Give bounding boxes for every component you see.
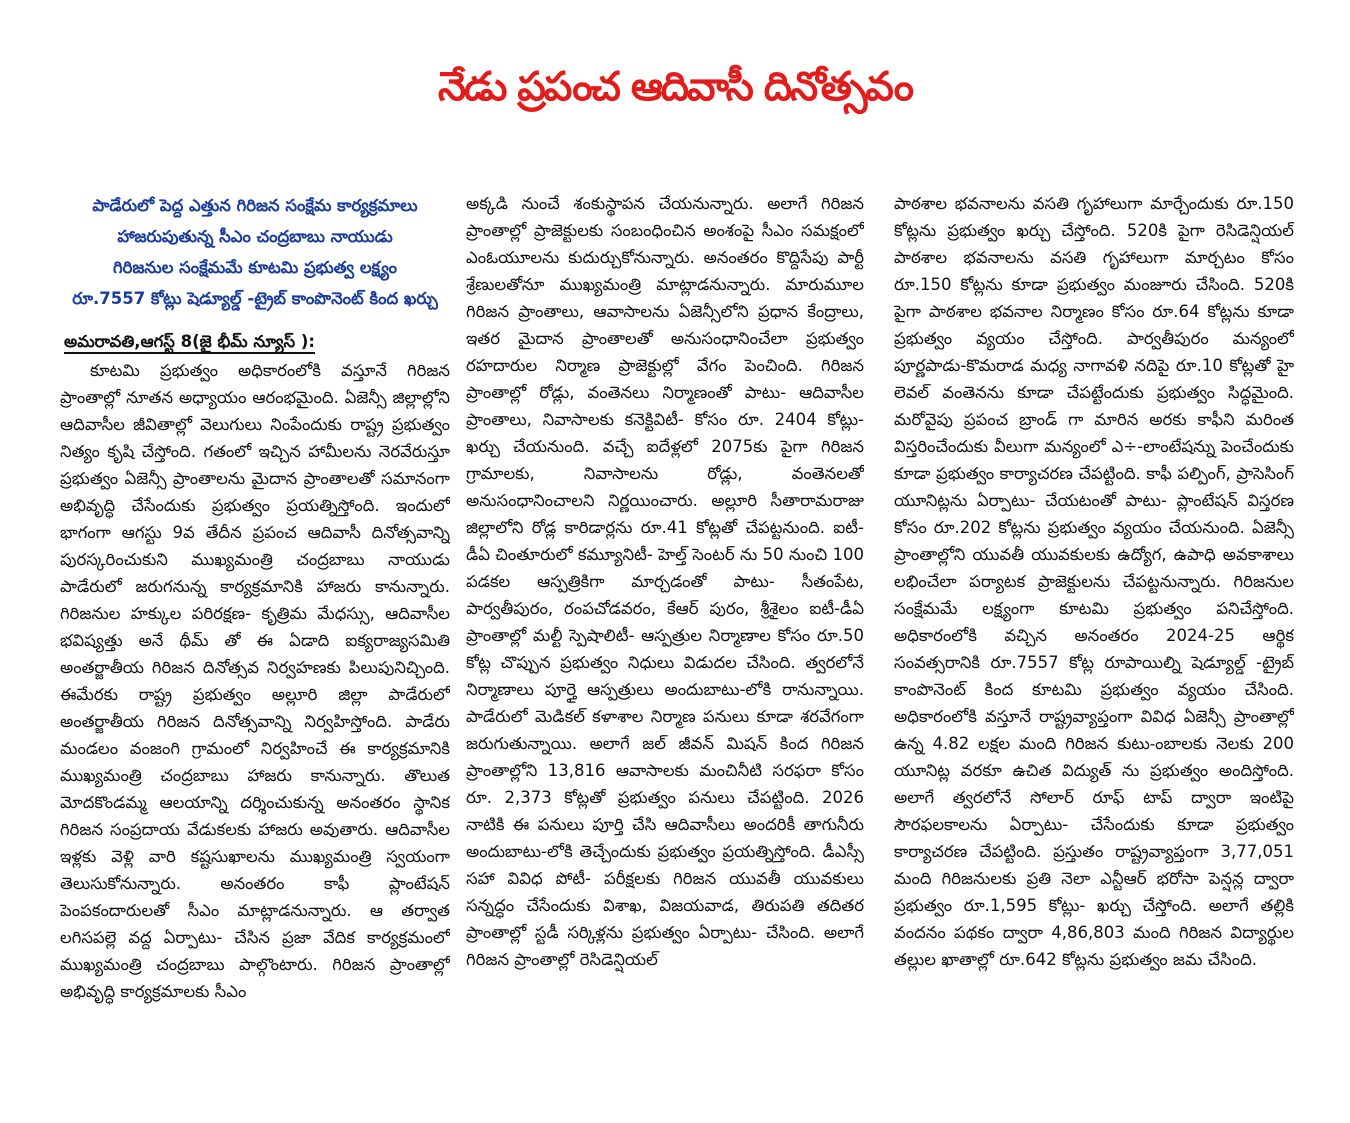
article-text-column-2: అక్కడి నుంచే శంకుస్థాపన చేయనున్నారు. అలాగే గిరిజన ప్రాంతాల్లో ప్రాజెక్టులకు సంబంధించిన అంశంపై సీఎం సమక్షంలో ఎంఓయూలను కుదుర్చుకోనున్నారు. అనంతరం కొద్దిసేపు పార్టీ శ్రేణులతోనూ ముఖ్యమంత్రి మాట్లాడనున్నారు. మారుమూల గిరిజన ప్రాంతాలు, ఆవాసాలను ఏజెన్సీలోని ప్రధాన కేంద్రాలు, ఇతర మైదాన ప్రాంతాలతో అనుసంధానించేలా ప్రభుత్వం రహదారుల నిర్మాణ ప్రాజెక్టుల్లో వేగం పెంచింది. గిరిజన ప్రాంతాల్లో రోడ్లు, వంతెనలు నిర్మాణంతో పాటు- ఆదివాసీల ప్రాంతాలు, నివాసాలకు కనెక్టివిటీ- కోసం రూ. 2404 కోట్లు- ఖర్చు చేయనుంది. వచ్చే ఐదేళ్లలో 2075కు పైగా గిరిజన గ్రామాలకు, నివాసాలను రోడ్లు, వంతెనలతో అనుసంధానించాలని నిర్ణయించారు. అల్లూరి సీతారామరాజు జిల్లాలోని రోడ్ల కారిడార్లను రూ.41 కోట్లతో చేపట్టనుంది. ఐటీ-డీఏ చింతూరులో కమ్యూనిటీ- హెల్త్ సెంటర్ ను 50 నుంచి 100 పడకల ఆస్పత్రికిగా మార్చడంతో పాటు- సీతంపేట, పార్వతీపురం, రంపచోడవరం, కేఆర్ పురం, శ్రీశైలం ఐటీ-డీఏ ప్రాంతాల్లో మల్టీ స్పెషాలిటీ- ఆస్పత్రుల నిర్మాణాల కోసం రూ.50 కోట్ల చొప్పున ప్రభుత్వం నిధులు విడుదల చేసింది. త్వరలోనే నిర్మాణాలు పూర్తై ఆస్పత్రులు అందుబాటు-లోకి రానున్నాయి. పాడేరులో మెడికల్ కళాశాల నిర్మాణ పనులు కూడా శరవేగంగా జరుగుతున్నాయి. అలాగే జల్ జీవన్ మిషన్ కింద గిరిజన ప్రాంతాల్లోని 13,816 ఆవాసాలకు మంచినీటి సరఫరా కోసం రూ. 2,373 కోట్లతో ప్రభుత్వం పనులు చేపట్టింది. 2026 నాటికి ఈ పనులు పూర్తి చేసి ఆదివాసీలు అందరికీ తాగునీరు అందుబాటు-లోకి తెచ్చేందుకు ప్రభుత్వం ప్రయత్నిస్తోంది. డీఎస్సీ సహా వివిధ పోటీ- పరీక్షలకు గిరిజన యువతీ యువకులు సన్నద్ధం చేసేందుకు విశాఖ, విజయవాడ, తిరుపతి తదితర ప్రాంతాల్లో స్టడీ సర్కిళ్లను ప్రభుత్వం ఏర్పాటు- చేసింది. అలాగే గిరిజన ప్రాంతాల్లో రెసిడెన్షియల్ bbox=[466, 194, 864, 969]
dateline-text: అమరావతి,ఆగస్ట్ 8(జై భీమ్ న్యూస్ ): bbox=[64, 332, 315, 354]
dateline bbox=[64, 328, 450, 355]
column-3 bbox=[894, 190, 1294, 1115]
deck bbox=[60, 190, 450, 314]
article-text-column-3: పాఠశాల భవనాలను వసతి గృహాలుగా మార్చేందుకు రూ.150 కోట్లను ప్రభుత్వం ఖర్చు చేస్తోంది. 520కి పైగా రెసిడెన్షియల్ పాఠశాల భవనాలను వసతి గృహాలుగా మార్చటం కోసం రూ.150 కోట్లను కూడా ప్రభుత్వం మంజూరు చేసింది. 520కి పైగా పాఠశాల భవనాల నిర్మాణం కోసం రూ.64 కోట్లను కూడా ప్రభుత్వం వ్యయం చేస్తోంది. పార్వతీపురం మన్యంలో పూర్ణపాడు-కొమరాడ మధ్య నాగావళి నదిపై రూ.10 కోట్లతో హై లెవల్ వంతెనను కూడా చేపట్టేందుకు ప్రభుత్వం సిద్ధమైంది. మరోవైపు ప్రపంచ బ్రాండ్ గా మారిన అరకు కాఫీని మరింత విస్తరించేందుకు వీలుగా మన్యంలో ఎ÷-లాంటేషన్ను పెంచేందుకు కూడా ప్రభుత్వం కార్యాచరణ చేపట్టింది. కాఫీ పల్పింగ్, ప్రాసెసింగ్ యూనిట్లను ఏర్పాటు- చేయటంతో పాటు- ప్లాంటేషన్ విస్తరణ కోసం రూ.202 కోట్లను ప్రభుత్వం వ్యయం చేయనుంది. ఏజెన్సీ ప్రాంతాల్లోని యువతీ యువకులకు ఉద్యోగ, ఉపాధి అవకాశాలు లభించేలా పర్యాటక ప్రాజెక్టులను చేపట్టనున్నారు. గిరిజనుల సంక్షేమమే లక్ష్యంగా కూటమి ప్రభుత్వం పనిచేస్తోంది. అధికారంలోకి వచ్చిన అనంతరం 2024-25 ఆర్థిక సంవత్సరానికి రూ.7557 కోట్ల రూపాయిల్ని షెడ్యూల్డ్ -ట్రైబ్ కాంపొనెంట్ కింద కూటమి ప్రభుత్వం వ్యయం చేసింది. అధికారంలోకి వస్తూనే రాష్ట్రవ్యాప్తంగా వివిధ ఏజెన్సీ ప్రాంతాల్లో ఉన్న 4.82 లక్షల మంది గిరిజన కుటు-ంబాలకు నెలకు 200 యూనిట్ల వరకూ ఉచిత విద్యుత్ ను ప్రభుత్వం అందిస్తోంది. అలాగే త్వరలోనే సోలార్ రూఫ్ టాప్ ద్వారా ఇంటిపై సౌరఫలకాలను ఏర్పాటు- చేసేందుకు కూడా ప్రభుత్వం కార్యాచరణ చేపట్టింది. ప్రస్తుతం రాష్ట్రవ్యాప్తంగా 3,77,051 మంది గిరిజనులకు ప్రతి నెలా ఎన్టీఆర్ భరోసా పెన్షన్ల ద్వారా ప్రభుత్వం రూ.1,595 కోట్లు- ఖర్చు చేస్తోంది. అలాగే తల్లికి వందనం పథకం ద్వారా 4,86,803 మంది గిరిజన విద్యార్థుల తల్లుల ఖాతాల్లో రూ.642 కోట్లను ప్రభుత్వం జమ చేసింది. bbox=[894, 194, 1294, 969]
headline: నేడు ప్రపంచ ఆదివాసీ దినోత్సవం bbox=[437, 64, 913, 110]
article-text-column-1: కూటమి ప్రభుత్వం అధికారంలోకి వస్తూనే గిరిజన ప్రాంతాల్లో నూతన అధ్యాయం ఆరంభమైంది. ఏజెన్సీ జిల్లాల్లోని ఆదివాసీల జీవితాల్లో వెలుగులు నింపేందుకు రాష్ట్ర ప్రభుత్వం నిత్యం కృషి చేస్తోంది. గతంలో ఇచ్చిన హామీలను నెరవేరుస్తూ ప్రభుత్వం ఏజెన్సీ ప్రాంతాలను మైదాన ప్రాంతాలతో సమానంగా అభివృద్ధి చేసేందుకు ప్రభుత్వం ప్రయత్నిస్తోంది. ఇందులో భాగంగా ఆగస్టు 9వ తేదీన ప్రపంచ ఆదివాసీ దినోత్సవాన్ని పురస్కరించుకుని ముఖ్యమంత్రి చంద్రబాబు నాయుడు పాడేరులో జరుగనున్న కార్యక్రమానికి హాజరు కానున్నారు. గిరిజనుల హక్కుల పరిరక్షణ- కృత్రిమ మేధస్సు, ఆదివాసీల భవిష్యత్తు అనే థీమ్ తో ఈ ఏడాది ఐక్యరాజ్యసమితి అంతర్జాతీయ గిరిజన దినోత్సవ నిర్వహణకు పిలుపునిచ్చింది. ఈమేరకు రాష్ట్ర ప్రభుత్వం అల్లూరి జిల్లా పాడేరులో అంతర్జాతీయ గిరిజన దినోత్సవాన్ని నిర్వహిస్తోంది. పాడేరు మండలం వంజంగి గ్రామంలో నిర్వహించే ఈ కార్యక్రమానికి ముఖ్యమంత్రి చంద్రబాబు హాజరు కానున్నారు. తొలుత మోదకొండమ్మ ఆలయాన్ని దర్శించుకున్న అనంతరం స్థానిక గిరిజన సంప్రదాయ వేడుకలకు హాజరు అవుతారు. ఆదివాసీల ఇళ్లకు వెళ్లి వారి కష్టసుఖాలను ముఖ్యమంత్రి స్వయంగా తెలుసుకోనున్నారు. అనంతరం కాఫీ ప్లాంటేషన్ పెంపకందారులతో సీఎం మాట్లాడనున్నారు. ఆ తర్వాత లగిసపల్లె వద్ద ఏర్పాటు- చేసిన ప్రజా వేదిక కార్యక్రమంలో ముఖ్యమంత్రి చంద్రబాబు పాల్గొంటారు. గిరిజన ప్రాంతాల్లో అభివృద్ధి కార్యక్రమాలకు సీఎం bbox=[60, 361, 450, 1001]
deck-line: రూ.7557 కోట్లు షెడ్యూల్డ్ -ట్రైబ్ కాంపొనెంట్ కింద ఖర్చు bbox=[72, 289, 438, 308]
deck-line: పాడేరులో పెద్ద ఎత్తున గిరిజన సంక్షేమ కార్యక్రమాలు bbox=[92, 196, 418, 215]
deck-line: హాజరుపుతున్న సీఎం చంద్రబాబు నాయుడు bbox=[117, 227, 393, 246]
column-1 bbox=[60, 190, 450, 1115]
column-2 bbox=[466, 190, 864, 1115]
deck-line: గిరిజనుల సంక్షేమమే కూటమి ప్రభుత్వ లక్ష్యం bbox=[112, 258, 398, 277]
